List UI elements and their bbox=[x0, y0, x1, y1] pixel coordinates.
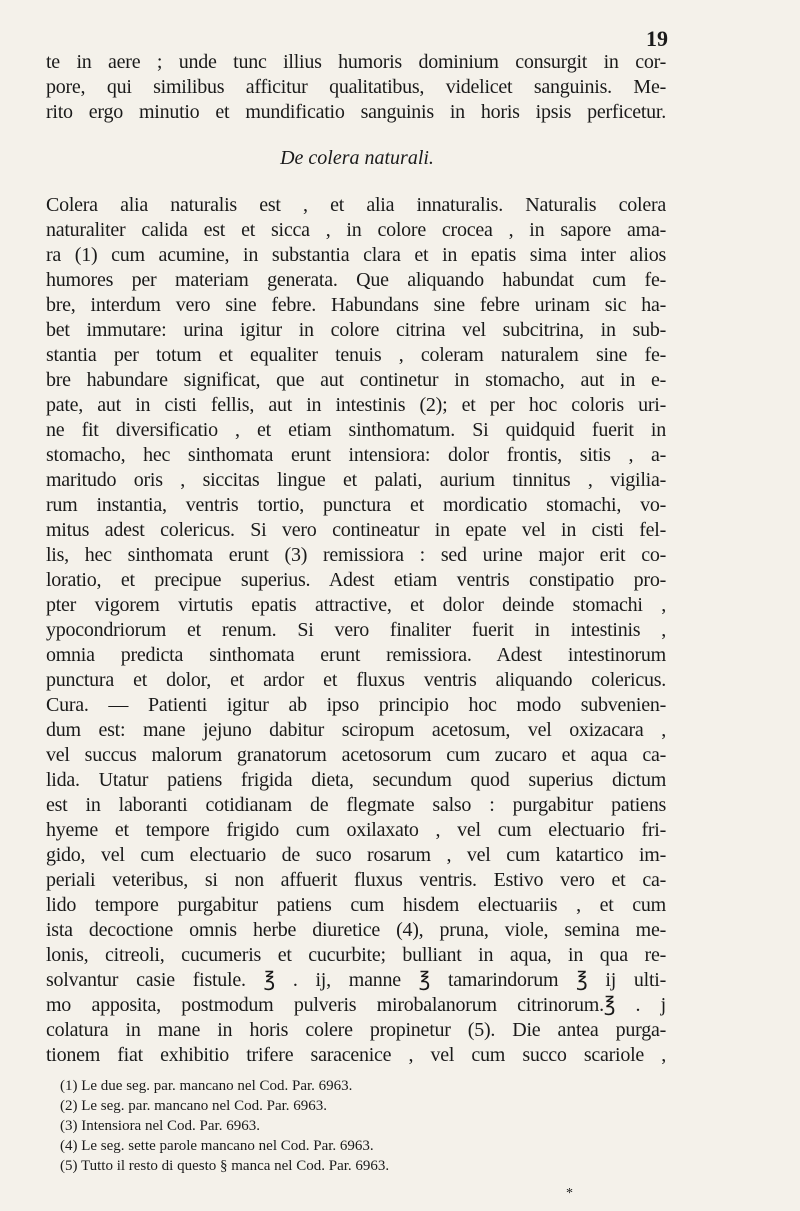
section-title: De colera naturali. bbox=[280, 147, 434, 169]
signature-mark: * bbox=[566, 1186, 573, 1201]
text-line: punctura et dolor, et ardor et fluxus ventris aliquando colericus. bbox=[46, 669, 666, 691]
footnote: (5) Tutto il resto di questo § manca nel Cod. Par. 6963. bbox=[60, 1158, 390, 1174]
page-number: 19 bbox=[646, 26, 668, 51]
text-line: dum est: mane jejuno dabitur sciropum acetosum, vel oxizacara , bbox=[46, 719, 666, 741]
text-line: loratio, et precipue superius. Adest etiam ventris constipatio pro- bbox=[46, 569, 666, 591]
text-line: ypocondriorum et renum. Si vero finaliter fuerit in intestinis , bbox=[46, 619, 666, 641]
text-line: lonis, citreoli, cucumeris et cucurbite; bulliant in aqua, in qua re- bbox=[46, 944, 666, 966]
text-line: pore, qui similibus afficitur qualitatibus, videlicet sanguinis. Me- bbox=[46, 76, 666, 98]
text-line: ne fit diversificatio , et etiam sinthomatum. Si quidquid fuerit in bbox=[46, 419, 666, 441]
text-line: pter vigorem virtutis epatis attractive, et dolor deinde stomachi , bbox=[46, 594, 666, 616]
text-line: stantia per totum et equaliter tenuis , coleram naturalem sine fe- bbox=[46, 344, 666, 366]
text-line: rito ergo minutio et mundificatio sanguinis in horis ipsis perficetur. bbox=[46, 101, 666, 123]
footnote: (2) Le seg. par. mancano nel Cod. Par. 6963. bbox=[60, 1098, 328, 1114]
main-text bbox=[46, 193, 666, 1068]
text-line: omnia predicta sinthomata erunt remissiora. Adest intestinorum bbox=[46, 644, 666, 666]
text-line: te in aere ; unde tunc illius humoris dominium consurgit in cor- bbox=[46, 51, 666, 73]
text-line: Colera alia naturalis est , et alia innaturalis. Naturalis colera bbox=[46, 194, 666, 216]
text-line: mo apposita, postmodum pulveris mirobalanorum citrinorum.℥ . j bbox=[46, 994, 666, 1016]
text-line: lido tempore purgabitur patiens cum hisdem electuariis , et cum bbox=[46, 894, 666, 916]
text-line: ista decoctione omnis herbe diuretice (4), pruna, viole, semina me- bbox=[46, 919, 666, 941]
text-line: bre, interdum vero sine febre. Habundans sine febre urinam sic ha- bbox=[46, 294, 666, 316]
text-line: periali veteribus, si non affuerit fluxus ventris. Estivo vero et ca- bbox=[46, 869, 666, 891]
text-line: ra (1) cum acumine, in substantia clara et in epatis sima inter alios bbox=[46, 244, 666, 266]
text-line: gido, vel cum electuario de suco rosarum , vel cum katartico im- bbox=[46, 844, 666, 866]
text-line: vel succus malorum granatorum acetosorum cum zucaro et aqua ca- bbox=[46, 744, 666, 766]
text-line: naturaliter calida est et sicca , in colore crocea , in sapore ama- bbox=[46, 219, 666, 241]
text-line: solvantur casie fistule. ℥ . ij, manne ℥ tamarindorum ℥ ij ulti- bbox=[46, 969, 666, 991]
footnote: (1) Le due seg. par. mancano nel Cod. Par. 6963. bbox=[60, 1078, 353, 1094]
text-line: pate, aut in cisti fellis, aut in intestinis (2); et per hoc coloris uri- bbox=[46, 394, 666, 416]
text-line: lida. Utatur patiens frigida dieta, secundum quod superius dictum bbox=[46, 769, 666, 791]
footnotes bbox=[60, 1076, 389, 1176]
text-line: maritudo oris , siccitas lingue et palati, aurium tinnitus , vigilia- bbox=[46, 469, 666, 491]
text-line: tionem fiat exhibitio trifere saracenice , vel cum succo scariole , bbox=[46, 1044, 666, 1066]
text-line: colatura in mane in horis colere propinetur (5). Die antea purga- bbox=[46, 1019, 666, 1041]
text-line: stomacho, hec sinthomata erunt intensiora: dolor frontis, sitis , a- bbox=[46, 444, 666, 466]
footnote: (3) Intensiora nel Cod. Par. 6963. bbox=[60, 1118, 260, 1134]
top-paragraph bbox=[46, 50, 666, 125]
text-line: lis, hec sinthomata erunt (3) remissiora : sed urine major erit co- bbox=[46, 544, 666, 566]
text-line: rum instantia, ventris tortio, punctura et mordicatio stomachi, vo- bbox=[46, 494, 666, 516]
text-line: humores per materiam generata. Que aliquando habundat cum fe- bbox=[46, 269, 666, 291]
text-line: est in laboranti cotidianam de flegmate salso : purgabitur patiens bbox=[46, 794, 666, 816]
text-line: hyeme et tempore frigido cum oxilaxato , vel cum electuario fri- bbox=[46, 819, 666, 841]
text-line: bet immutare: urina igitur in colore citrina vel subcitrina, in sub- bbox=[46, 319, 666, 341]
footnote: (4) Le seg. sette parole mancano nel Cod. Par. 6963. bbox=[60, 1138, 374, 1154]
text-line: mitus adest colericus. Si vero contineatur in epate vel in cisti fel- bbox=[46, 519, 666, 541]
text-line: bre habundare significat, que aut continetur in stomacho, aut in e- bbox=[46, 369, 666, 391]
text-line: Cura. — Patienti igitur ab ipso principio hoc modo subvenien- bbox=[46, 694, 666, 716]
